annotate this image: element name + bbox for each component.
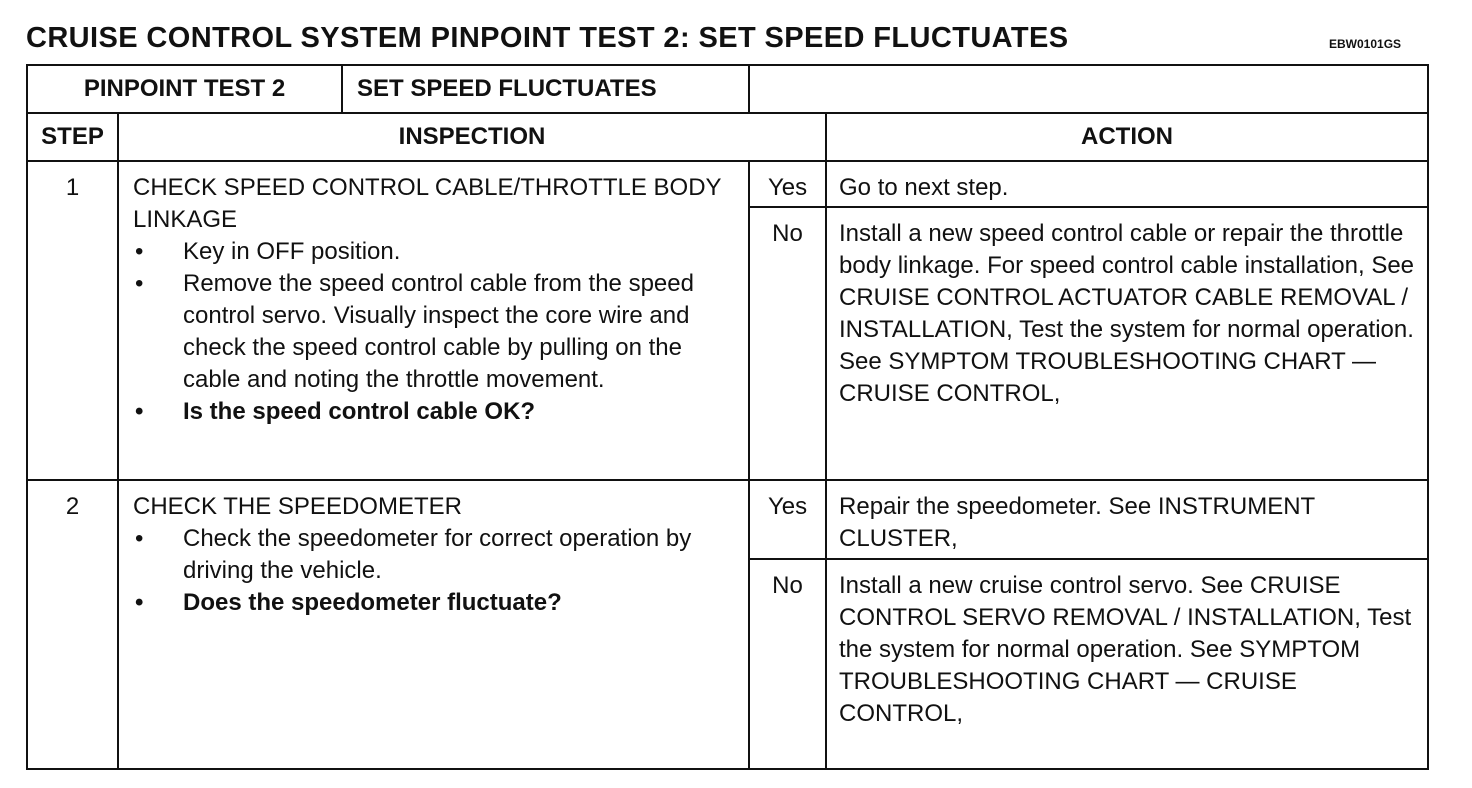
no-label: No [749, 207, 826, 480]
test-header-filler [749, 65, 1428, 113]
step-bullet-list [133, 523, 740, 619]
pinpoint-test-table [26, 64, 1429, 770]
page-title: CRUISE CONTROL SYSTEM PINPOINT TEST 2: SET SPEED FLUCTUATES [26, 22, 1069, 54]
step-title: CHECK SPEED CONTROL CABLE/THROTTLE BODY LINKAGE [133, 174, 722, 233]
yes-label: Yes [749, 480, 826, 559]
step-bullet-list [133, 236, 740, 428]
step-title: CHECK THE SPEEDOMETER [133, 493, 462, 520]
step-bullet: • Key in OFF position. [133, 236, 740, 268]
no-label: No [749, 559, 826, 769]
step-inspection [118, 480, 749, 769]
step-number: 2 [27, 480, 118, 769]
step-bullet: • Check the speedometer for correct operation by driving the vehicle. [133, 523, 740, 587]
yes-action: Repair the speedometer. See INSTRUMENT CLUSTER, [826, 480, 1428, 559]
column-header-inspection: INSPECTION [118, 113, 826, 161]
column-header-row [27, 113, 1428, 161]
step-1-yes-row [27, 161, 1428, 207]
column-header-step: STEP [27, 113, 118, 161]
test-header-row [27, 65, 1428, 113]
step-question: • Does the speedometer fluctuate? [133, 587, 740, 619]
step-number: 1 [27, 161, 118, 480]
step-question: • Is the speed control cable OK? [133, 396, 740, 428]
no-action: Install a new cruise control servo. See CRUISE CONTROL SERVO REMOVAL / INSTALLATION, Test the system for normal operation. See SYMPTOM TROUBLESHOOTING CHART — CRUISE CONTROL, [826, 559, 1428, 769]
step-2-yes-row [27, 480, 1428, 559]
step-bullet: • Remove the speed control cable from the speed control servo. Visually inspect the core wire and check the speed control cable by pulling on the cable and noting the throttle movement. [133, 268, 740, 396]
test-name: SET SPEED FLUCTUATES [357, 75, 657, 102]
column-header-action: ACTION [826, 113, 1428, 161]
test-header-cell [27, 65, 749, 113]
yes-action: Go to next step. [826, 161, 1428, 207]
step-inspection [118, 161, 749, 480]
yes-label: Yes [749, 161, 826, 207]
document-code: EBW0101GS [1329, 37, 1402, 51]
test-label: PINPOINT TEST 2 [28, 66, 343, 112]
no-action: Install a new speed control cable or repair the throttle body linkage. For speed control cable installation, See CRUISE CONTROL ACTUATOR CABLE REMOVAL / INSTALLATION, Test the system for normal operation. See SYMPTOM TROUBLESHOOTING CHART — CRUISE CONTROL, [826, 207, 1428, 480]
